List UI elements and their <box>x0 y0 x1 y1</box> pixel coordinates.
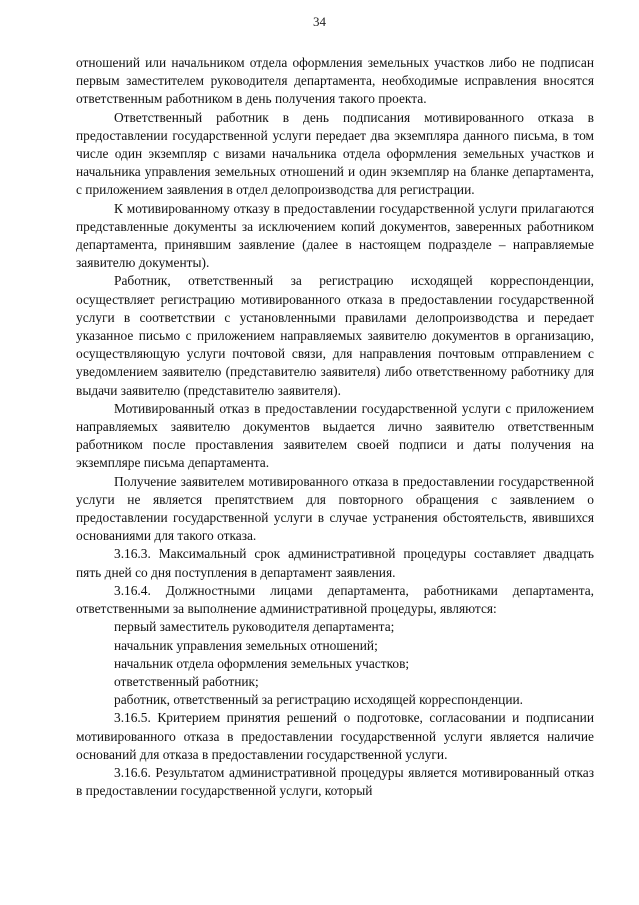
paragraph-3-16-5: 3.16.5. Критерием принятия решений о подготовке, согласовании и подписании мотивированного отказа в предоставлении государственной услуги является наличие оснований для отказа в предоставлении государственной услуги. <box>76 710 594 762</box>
paragraph-registration: Работник, ответственный за регистрацию исходящей корреспонденции, осуществляет регистрацию мотивированного отказа в предоставлении государственной услуги в соответствии с установленными правилами делопроизводства и передает указанное письмо с приложением направляемых заявителю документов в организацию, осуществляющую услуги почтовой связи, для направления почтовым отправлением с уведомлением заявителю (представителю заявителя) либо ответственному работнику для выдачи заявителю (представителю заявителя). <box>76 273 594 398</box>
paragraph-signing-transfer: Ответственный работник в день подписания мотивированного отказа в предоставлении государственной услуги передает два экземпляра данного письма, в том числе один экземпляр с визами начальника отдела оформления земельных участков и начальника управления земельных отношений и один экземпляр на бланке департамента, с приложением заявления в отдел делопроизводства для регистрации. <box>76 109 594 198</box>
list-item: работник, ответственный за регистрацию исходящей корреспонденции. <box>114 692 524 708</box>
paragraph-personal-delivery: Мотивированный отказ в предоставлении государственной услуги с приложением направляемых заявителю документов выдается лично заявителю ответственным работником после проставления заявителем своей подписи и даты получения на экземпляре письма департамента. <box>76 400 594 471</box>
responsible-persons-list <box>76 618 594 709</box>
paragraph-3-16-6: 3.16.6. Результатом административной процедуры является мотивированный отказ в предоставлении государственной услуги, который <box>76 764 594 799</box>
paragraph-continuation: отношений или начальником отдела оформления земельных участков либо не подписан первым заместителем руководителя департамента, необходимые исправления вносятся ответственным работником в день получения такого проекта. <box>76 55 594 107</box>
list-item: начальник отдела оформления земельных участков; <box>114 655 410 671</box>
document-body <box>76 54 594 800</box>
page-number: 34 <box>313 14 326 29</box>
paragraph-3-16-3: 3.16.3. Максимальный срок административной процедуры составляет двадцать пять дней со дня поступления в департамент заявления. <box>76 546 594 580</box>
paragraph-attached-documents: К мотивированному отказу в предоставлении государственной услуги прилагаются представленные документы за исключением копий документов, заверенных работником департамента, принявшим заявление (далее в настоящем подразделе – направляемые заявителю документы). <box>76 200 594 271</box>
list-item: ответственный работник; <box>114 673 259 689</box>
list-item: начальник управления земельных отношений; <box>114 637 378 653</box>
list-item: первый заместитель руководителя департамента; <box>114 619 395 635</box>
paragraph-repeat-application: Получение заявителем мотивированного отказа в предоставлении государственной услуги не является препятствием для повторного обращения с заявлением о предоставлении государственной услуги в случае устранения обстоятельств, явившихся основаниями для такого отказа. <box>76 473 594 544</box>
paragraph-3-16-4: 3.16.4. Должностными лицами департамента, работниками департамента, ответственными за выполнение административной процедуры, являются: <box>76 582 594 617</box>
